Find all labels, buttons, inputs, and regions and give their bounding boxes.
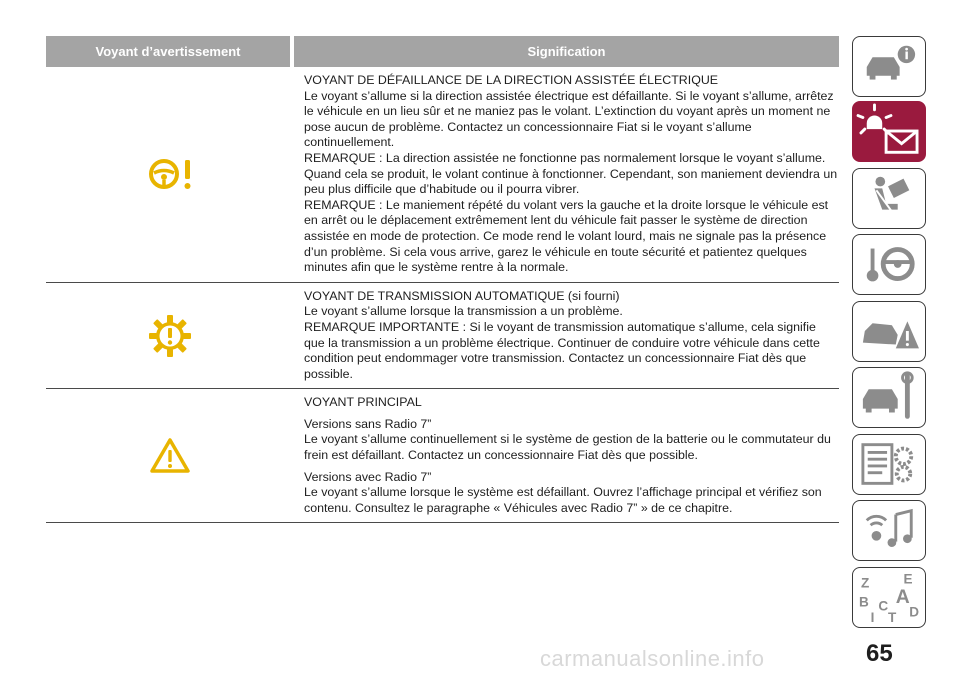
car-maintenance-icon — [853, 368, 925, 427]
transmission-warning-icon — [148, 314, 192, 358]
version-label: Versions sans Radio 7” — [304, 416, 432, 431]
header-meaning: Signification — [294, 36, 839, 67]
page-number: 65 — [866, 640, 893, 667]
warning-title: VOYANT DE DÉFAILLANCE DE LA DIRECTION ASSISTÉE ÉLECTRIQUE — [304, 73, 719, 87]
tab-car-info[interactable] — [852, 36, 926, 97]
warning-title: VOYANT PRINCIPAL — [304, 395, 422, 410]
table-row — [46, 389, 839, 523]
tab-index[interactable] — [852, 567, 926, 628]
index-letter: Z — [860, 575, 870, 591]
index-letter: E — [903, 571, 913, 587]
tab-safety[interactable] — [852, 168, 926, 229]
tab-technical-data[interactable] — [852, 434, 926, 495]
table-header — [46, 36, 839, 67]
index-letter: T — [888, 610, 897, 626]
warning-light-message-icon — [853, 102, 925, 161]
table-row — [46, 283, 839, 390]
icon-cell — [46, 67, 294, 282]
table-row — [46, 67, 839, 283]
tab-starting-driving[interactable] — [852, 234, 926, 295]
warning-note: REMARQUE : La direction assistée ne fonctionne pas normalement lorsque le voyant s’allume. Quand cela se produit, le volant continue à fonctionner. Cependant, son maniement deviendra un peu plus difficile que d’habitude ou il pourra vibrer. — [304, 150, 838, 197]
meaning-cell — [294, 67, 839, 282]
meaning-cell — [294, 283, 839, 389]
header-warning-light: Voyant d’avertissement — [46, 36, 290, 67]
master-warning-icon — [150, 438, 190, 474]
warning-title: VOYANT DE TRANSMISSION AUTOMATIQUE (si fourni) — [304, 288, 620, 303]
tab-multimedia[interactable] — [852, 500, 926, 561]
warning-description: Le voyant s’allume si la direction assistée électrique est défaillante. Si le voyant s’allume, arrêtez le véhicule en un lieu sûr et ne maniez pas le volant. L’extinction du voyant après un moment ne pose aucun de problème. Contactez un concessionnaire Fiat si le voyant s’allume continuellement. — [304, 88, 834, 150]
power-steering-warning-icon — [142, 154, 198, 194]
technical-data-icon — [853, 435, 925, 494]
warning-description: Le voyant s’allume lorsque le système est défaillant. Ouvrez l’affichage principal et vérifiez son contenu. Consultez le paragraphe « Véhicules avec Radio 7” » de ce chapitre. — [304, 485, 822, 515]
version-label: Versions avec Radio 7” — [304, 469, 432, 484]
warning-note: REMARQUE IMPORTANTE : Si le voyant de transmission automatique s’allume, cela signifie que la transmission a un problème électrique. Continuer de conduire votre véhicule dans cette condition peut endommager votre transmission. Contactez un concessionnaire Fiat dès que possible. — [304, 319, 820, 381]
icon-cell — [46, 283, 294, 389]
key-steering-wheel-icon — [853, 235, 925, 294]
tab-emergency[interactable] — [852, 301, 926, 362]
index-letters-icon — [853, 568, 925, 627]
index-letter: C — [878, 598, 889, 614]
tab-maintenance[interactable] — [852, 367, 926, 428]
tab-warning-lights[interactable] — [852, 101, 926, 162]
warning-lights-table — [46, 36, 839, 523]
index-letter: I — [870, 610, 875, 626]
emergency-breakdown-icon — [853, 302, 925, 361]
meaning-cell — [294, 389, 839, 522]
index-letter: A — [895, 585, 910, 608]
watermark: carmanualsonline.info — [540, 646, 765, 671]
multimedia-icon — [853, 501, 925, 560]
index-letter: B — [859, 594, 869, 610]
seat-safety-icon — [853, 169, 925, 228]
car-info-icon — [853, 37, 925, 96]
warning-description: Le voyant s’allume lorsque la transmission a un problème. — [304, 304, 623, 319]
warning-note: REMARQUE : Le maniement répété du volant vers la gauche et la droite lorsque le véhicule est en arrêt ou le déplacement extrêmement lent du véhicule fait passer le système de direction assistée en mode de protection. Ce mode rend le volant lourd, mais ne signale pas la présence d’un problème. Si cela vous arrive, garez le véhicule en toute sécurité et patientez quelques minutes afin que le système rentre à la normale. — [304, 197, 829, 275]
warning-description: Le voyant s’allume continuellement si le système de gestion de la batterie ou le commutateur du frein est défaillant. Contactez un concessionnaire Fiat dès que possible. — [304, 432, 831, 463]
icon-cell — [46, 389, 294, 522]
index-letter: D — [909, 604, 920, 620]
